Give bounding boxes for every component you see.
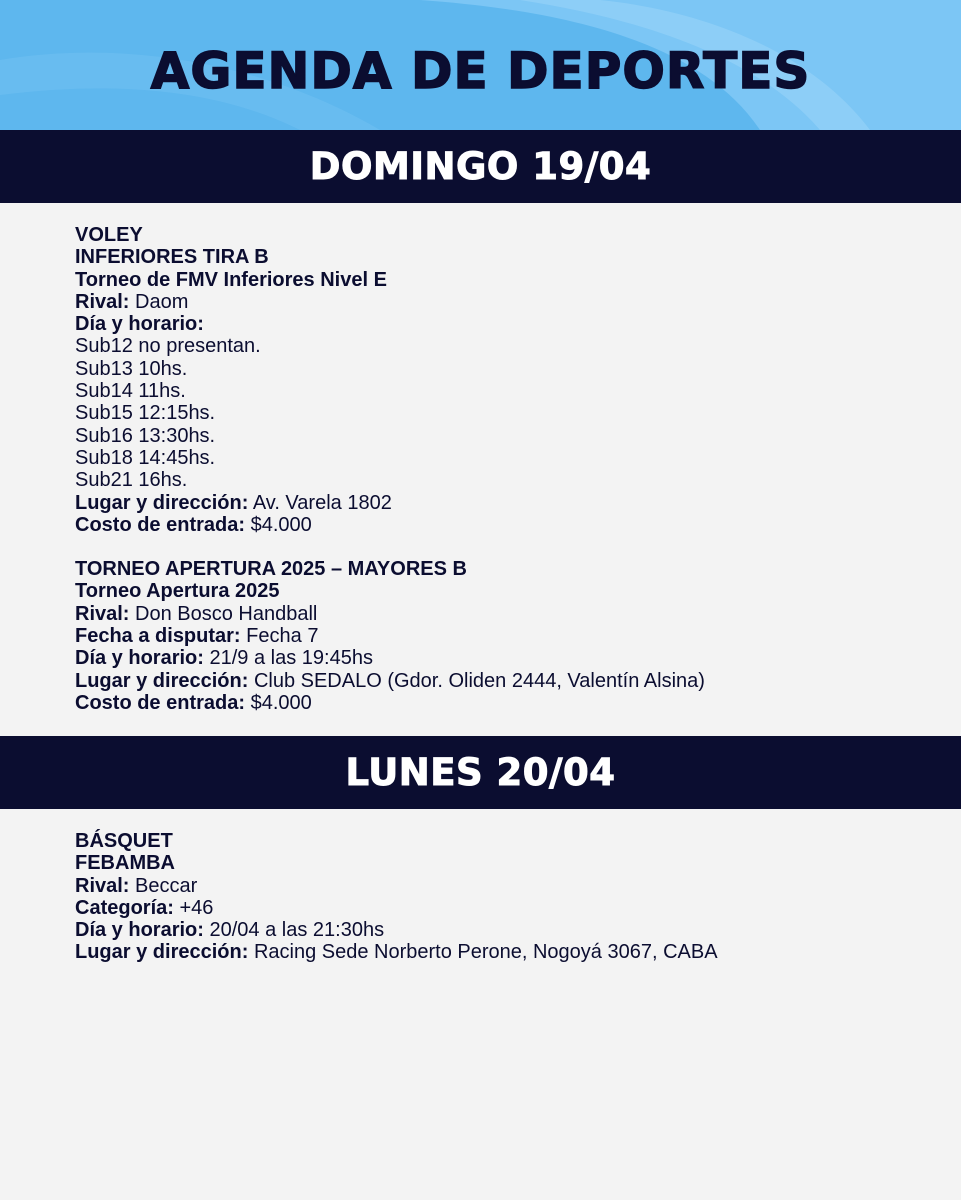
rival-value: Don Bosco Handball <box>135 602 318 625</box>
schedule-label: Día y horario: <box>75 647 204 670</box>
header-banner <box>0 0 961 130</box>
place-value: Club SEDALO (Gdor. Oliden 2444, Valentín Alsina) <box>253 669 705 692</box>
schedule-value: 20/04 a las 21:30hs <box>209 919 385 942</box>
event-team: INFERIORES TIRA B <box>75 246 269 269</box>
event-place <box>75 670 935 692</box>
day-title: DOMINGO 19/04 <box>309 145 652 188</box>
schedule-line: Sub15 12:15hs. <box>75 402 216 425</box>
day-title: LUNES 20/04 <box>345 751 616 794</box>
day-section-domingo <box>75 224 935 714</box>
page-title: AGENDA DE DEPORTES <box>150 42 811 100</box>
category-label: Categoría: <box>75 896 174 919</box>
cost-label: Costo de entrada: <box>75 513 246 536</box>
schedule-label: Día y horario: <box>75 919 204 942</box>
rival-value: Daom <box>135 290 189 313</box>
place-label: Lugar y dirección: <box>75 669 249 692</box>
event-rival <box>75 603 935 625</box>
event-tournament: Torneo Apertura 2025 <box>75 580 280 603</box>
event-cost <box>75 514 935 536</box>
schedule-line: Sub14 11hs. <box>75 380 186 403</box>
place-label: Lugar y dirección: <box>75 491 249 514</box>
event-team: TORNEO APERTURA 2025 – MAYORES B <box>75 558 467 581</box>
day-band-domingo <box>0 130 961 203</box>
schedule-line: Sub16 13:30hs. <box>75 424 216 447</box>
category-value: +46 <box>179 896 214 919</box>
event-place <box>75 941 935 963</box>
rival-label: Rival: <box>75 874 130 897</box>
event-tournament: Torneo de FMV Inferiores Nivel E <box>75 268 387 291</box>
place-value: Racing Sede Norberto Perone, Nogoyá 3067, CABA <box>253 941 718 964</box>
sport-title: VOLEY <box>75 224 143 246</box>
cost-value: $4.000 <box>250 513 312 536</box>
day-band-lunes <box>0 736 961 809</box>
event-rival <box>75 875 935 897</box>
schedule-line: Sub18 14:45hs. <box>75 446 216 469</box>
event-schedule <box>75 919 935 941</box>
event-schedule <box>75 647 935 669</box>
sport-title: BÁSQUET <box>75 830 173 852</box>
cost-value: $4.000 <box>250 691 312 714</box>
event-place <box>75 492 935 514</box>
event-cost <box>75 692 935 714</box>
event-date <box>75 625 935 647</box>
date-label: Fecha a disputar: <box>75 625 241 648</box>
event-rival <box>75 291 935 313</box>
cost-label: Costo de entrada: <box>75 691 246 714</box>
rival-value: Beccar <box>135 874 198 897</box>
event-team: FEBAMBA <box>75 852 175 875</box>
schedule-line: Sub21 16hs. <box>75 469 188 492</box>
place-label: Lugar y dirección: <box>75 941 249 964</box>
place-value: Av. Varela 1802 <box>252 491 392 514</box>
event-category <box>75 897 935 919</box>
schedule-line: Sub13 10hs. <box>75 357 188 380</box>
rival-label: Rival: <box>75 602 130 625</box>
schedule-line: Sub12 no presentan. <box>75 335 261 358</box>
date-value: Fecha 7 <box>246 625 319 648</box>
rival-label: Rival: <box>75 290 130 313</box>
schedule-label: Día y horario: <box>75 313 204 336</box>
schedule-value: 21/9 a las 19:45hs <box>209 647 373 670</box>
day-section-lunes <box>75 830 935 964</box>
